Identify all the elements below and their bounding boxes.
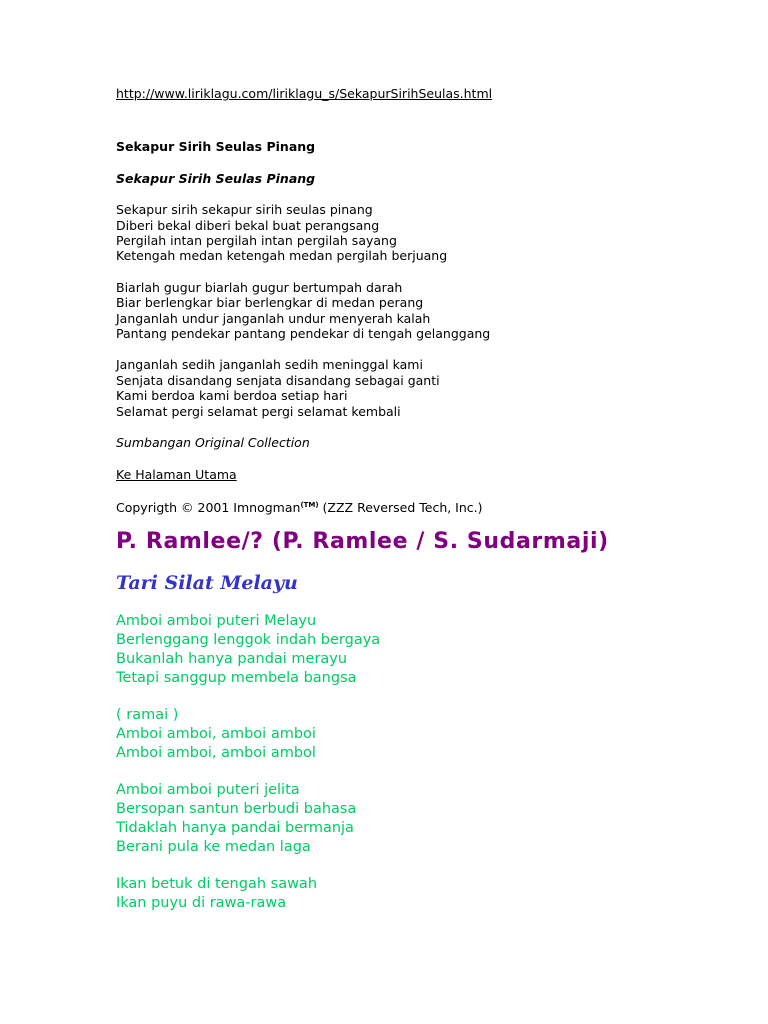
song1-stanza-1 bbox=[116, 202, 736, 264]
lyric-line: Selamat pergi selamat pergi selamat kembali bbox=[116, 403, 401, 419]
lyric-line: Ikan betuk di tengah sawah bbox=[116, 876, 318, 893]
lyric-line: Sekapur sirih sekapur sirih seulas pinang bbox=[116, 202, 373, 218]
lyric-line: Pergilah intan pergilah intan pergilah sayang bbox=[116, 233, 397, 249]
song1-title-bold-italic: Sekapur Sirih Seulas Pinang bbox=[116, 170, 316, 186]
lyric-line: Ketengah medan ketengah medan pergilah berjuang bbox=[116, 248, 448, 264]
lyric-line: Janganlah sedih janganlah sedih meninggal kami bbox=[116, 357, 423, 373]
song2-stanza-4 bbox=[116, 875, 736, 913]
lyric-line: Amboi amboi, amboi ambol bbox=[116, 744, 316, 761]
copyright-text: Copyrigth © 2001 Imnogman bbox=[116, 499, 301, 515]
lyric-line: Ikan puyu di rawa-rawa bbox=[116, 895, 287, 912]
song2-lyrics bbox=[116, 612, 736, 913]
page-content bbox=[116, 86, 736, 913]
song1-title-bold: Sekapur Sirih Seulas Pinang bbox=[116, 139, 316, 155]
copyright-line bbox=[116, 498, 736, 515]
lyric-line: Biar berlengkar biar berlengkar di medan perang bbox=[116, 295, 424, 311]
song1-section bbox=[116, 86, 736, 515]
lyric-line: Kami berdoa kami berdoa setiap hari bbox=[116, 388, 348, 404]
lyric-line: Biarlah gugur biarlah gugur bertumpah darah bbox=[116, 279, 403, 295]
home-page-link[interactable]: Ke Halaman Utama bbox=[116, 466, 237, 482]
song2-title: Tari Silat Melayu bbox=[116, 572, 298, 595]
source-url-link[interactable]: http://www.liriklagu.com/liriklagu_s/SekapurSirihSeulas.html bbox=[116, 86, 493, 101]
song1-stanza-3 bbox=[116, 357, 736, 419]
song2-stanza-1 bbox=[116, 612, 736, 687]
lyric-line: Pantang pendekar pantang pendekar di tengah gelanggang bbox=[116, 326, 491, 342]
lyric-line: Amboi amboi, amboi amboi bbox=[116, 726, 316, 743]
lyric-line: Bersopan santun berbudi bahasa bbox=[116, 801, 357, 818]
lyric-line: ( ramai ) bbox=[116, 707, 179, 724]
lyric-line: Amboi amboi puteri jelita bbox=[116, 782, 300, 799]
song2-stanza-3 bbox=[116, 781, 736, 856]
song2-stanza-2 bbox=[116, 706, 736, 762]
lyric-line: Janganlah undur janganlah undur menyerah kalah bbox=[116, 310, 431, 326]
lyric-line: Berlenggang lenggok indah bergaya bbox=[116, 632, 381, 649]
trademark-mark: (TM) bbox=[300, 500, 319, 509]
lyric-line: Senjata disandang senjata disandang sebagai ganti bbox=[116, 372, 440, 388]
artist-heading: P. Ramlee/? (P. Ramlee / S. Sudarmaji) bbox=[116, 529, 609, 555]
song1-stanza-2 bbox=[116, 280, 736, 342]
lyric-line: Diberi bekal diberi bekal buat perangsang bbox=[116, 217, 380, 233]
lyric-line: Tidaklah hanya pandai bermanja bbox=[116, 820, 354, 837]
copyright-company: (ZZZ Reversed Tech, Inc.) bbox=[318, 499, 483, 515]
lyric-line: Bukanlah hanya pandai merayu bbox=[116, 650, 348, 667]
lyric-line: Amboi amboi puteri Melayu bbox=[116, 613, 317, 630]
contribution-note: Sumbangan Original Collection bbox=[116, 435, 310, 451]
lyric-line: Berani pula ke medan laga bbox=[116, 838, 311, 855]
lyric-line: Tetapi sanggup membela bangsa bbox=[116, 669, 357, 686]
